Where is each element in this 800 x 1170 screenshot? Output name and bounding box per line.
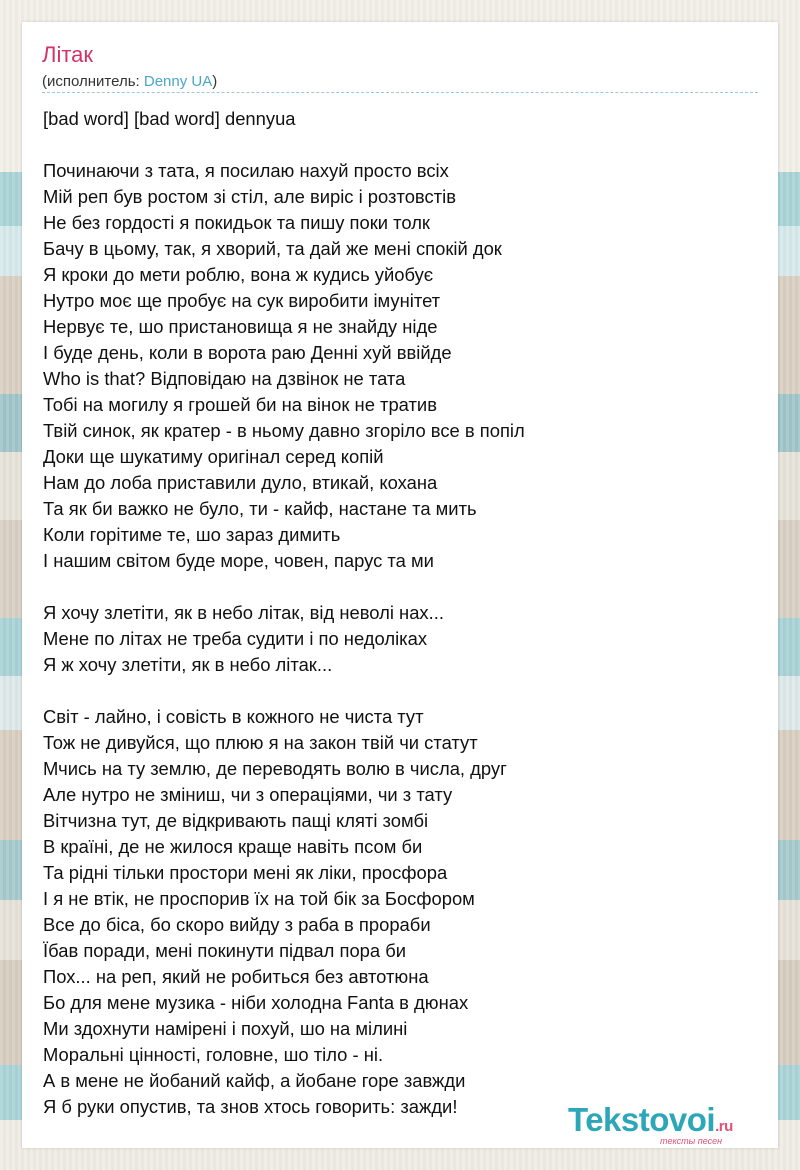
lyric-line: Я ж хочу злетіти, як в небо літак... <box>43 654 333 675</box>
lyric-line: Моральні цінності, головне, шо тіло - ні. <box>43 1044 384 1065</box>
lyric-line: Я хочу злетіти, як в небо літак, від неволі нах... <box>43 602 444 623</box>
lyric-line <box>43 132 763 158</box>
lyric-line: Все до біса, бо скоро вийду з раба в прораби <box>43 914 431 935</box>
song-title: Літак <box>42 42 94 67</box>
lyric-line: Нервує те, шо пристановища я не знайду ніде <box>43 316 438 337</box>
lyric-line: [bad word] [bad word] dennyua <box>43 108 296 129</box>
lyric-line: Бачу в цьому, так, я хворий, та дай же мені спокій док <box>43 238 502 259</box>
lyric-line: І нашим світом буде море, човен, парус та ми <box>43 550 434 571</box>
lyric-line: Але нутро не зміниш, чи з операціями, чи з тату <box>43 784 453 805</box>
logo-tld: .ru <box>715 1118 733 1135</box>
lyric-line: Світ - лайно, і совість в кожного не чиста тут <box>43 706 424 727</box>
lyric-line <box>43 574 763 600</box>
lyric-line: Нутро моє ще пробує на сук виробити імунітет <box>43 290 441 311</box>
lyric-line: І буде день, коли в ворота раю Денні хуй ввійде <box>43 342 452 363</box>
lyric-line: Я кроки до мети роблю, вона ж кудись уйобує <box>43 264 434 285</box>
lyric-line: Мене по літах не треба судити і по недоліках <box>43 628 428 649</box>
lyric-line: Мій реп був ростом зі стіл, але виріс і розтовстів <box>43 186 456 207</box>
lyric-line: Ми здохнути намірені і похуй, шо на мілині <box>43 1018 408 1039</box>
logo-name: Tekstovoi <box>568 1101 716 1138</box>
lyric-line: Їбав поради, мені покинути підвал пора би <box>43 940 407 961</box>
lyric-line: Твій синок, як кратер - в ньому давно згоріло все в попіл <box>43 420 525 441</box>
site-logo[interactable] <box>568 1102 778 1152</box>
artist-suffix: ) <box>212 73 218 90</box>
lyric-line: Who is that? Відповідаю на дзвінок не тата <box>43 368 406 389</box>
lyric-line: Та рідні тільки простори мені як ліки, просфора <box>43 862 448 883</box>
lyric-line: Бо для мене музика - ніби холодна Fanta в дюнах <box>43 992 469 1013</box>
lyric-line: Мчись на ту землю, де переводять волю в числа, друг <box>43 758 507 779</box>
lyric-line: Та як би важко не було, ти - кайф, настане та мить <box>43 498 477 519</box>
lyric-line: А в мене не йобаний кайф, а йобане горе завжди <box>43 1070 466 1091</box>
lyric-line: Тобі на могилу я грошей би на вінок не тратив <box>43 394 437 415</box>
lyric-line: Тож не дивуйся, що плюю я на закон твій чи статут <box>43 732 478 753</box>
lyric-line <box>43 678 763 704</box>
lyric-line: Починаючи з тата, я посилаю нахуй просто всіх <box>43 160 449 181</box>
lyric-line: І я не втік, не проспорив їх на той бік за Босфором <box>43 888 475 909</box>
lyric-line: Я б руки опустив, та знов хтось говорить: зажди! <box>43 1096 458 1117</box>
lyric-line: Вітчизна тут, де відкривають пащі кляті зомбі <box>43 810 429 831</box>
lyric-line: Коли горітиме те, шо зараз димить <box>43 524 341 545</box>
lyric-line: Нам до лоба приставили дуло, втикай, кохана <box>43 472 438 493</box>
lyric-line: Доки ще шукатиму оригінал серед копій <box>43 446 384 467</box>
artist-prefix: (исполнитель: <box>42 73 144 90</box>
lyric-line: В країні, де не жилося краще навіть псом би <box>43 836 423 857</box>
lyrics-body <box>43 106 763 1120</box>
lyric-line: Не без гордості я покидьок та пишу поки толк <box>43 212 430 233</box>
logo-tagline: тексты песен <box>660 1136 723 1146</box>
artist-line <box>42 73 217 90</box>
divider <box>42 92 758 93</box>
lyric-line: Пох... на реп, який не робиться без автотюна <box>43 966 429 987</box>
artist-link[interactable]: Denny UA <box>143 73 213 90</box>
